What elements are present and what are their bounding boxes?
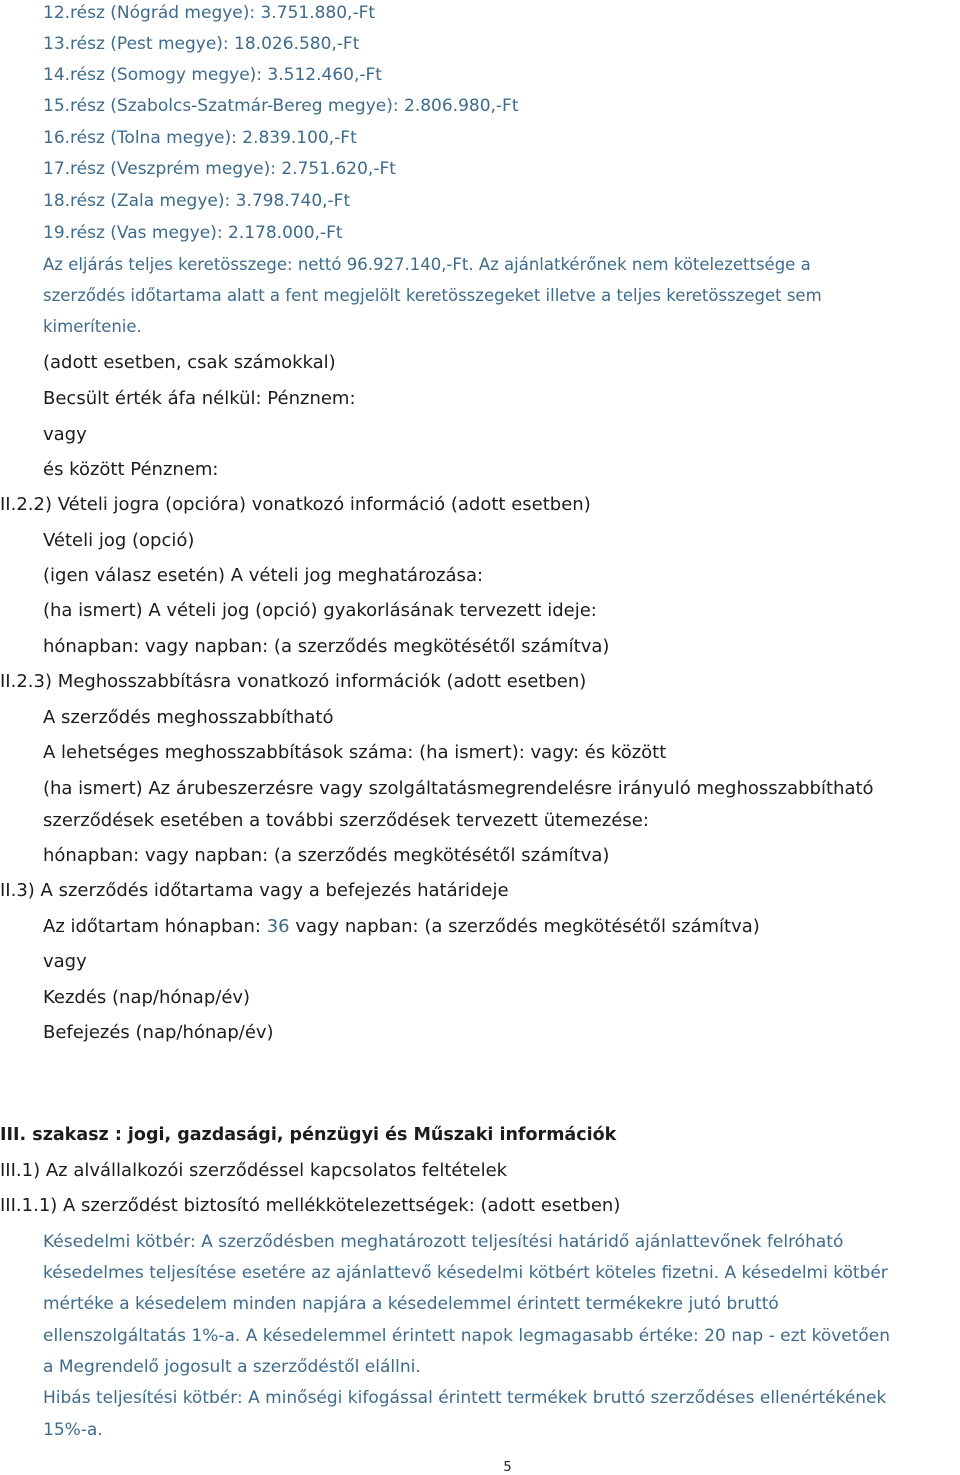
option-definition: (igen válasz esetén) A vételi jog meghatározása:: [43, 565, 484, 586]
guarantees-heading: III.1.1) A szerződést biztosító mellékkötelezettségek: (adott esetben): [0, 1195, 621, 1216]
renewal-section-heading: II.2.3) Meghosszabbításra vonatkozó információk (adott esetben): [0, 671, 587, 692]
penalty-line: Hibás teljesítési kötbér: A minőségi kifogással érintett termékek bruttó szerződéses ellenértékének: [43, 1388, 887, 1408]
option-section-heading: II.2.2) Vételi jogra (opcióra) vonatkozó információ (adott esetben): [0, 494, 591, 515]
duration-end: Befejezés (nap/hónap/év): [43, 1022, 274, 1043]
frame-total-note: kimerítenie.: [43, 317, 142, 336]
county-amount-line: 19.rész (Vas megye): 2.178.000,-Ft: [43, 223, 343, 243]
subcontract-heading: III.1) Az alvállalkozói szerződéssel kapcsolatos feltételek: [0, 1160, 508, 1181]
renewal-schedule: szerződések esetében a további szerződések tervezett ütemezése:: [43, 810, 649, 831]
renewal-count: A lehetséges meghosszabbítások száma: (ha ismert): vagy: és között: [43, 742, 667, 763]
renewal-months-days: hónapban: vagy napban: (a szerződés megkötésétől számítva): [43, 845, 610, 866]
estimate-value: Becsült érték áfa nélkül: Pénznem:: [43, 388, 356, 409]
duration-start: Kezdés (nap/hónap/év): [43, 987, 251, 1008]
frame-total-note: szerződés időtartama alatt a fent megjelölt keretösszegeket illetve a teljes keretösszeget sem: [43, 286, 822, 305]
renewal-schedule: (ha ismert) Az árubeszerzésre vagy szolgáltatásmegrendelésre irányuló meghosszabbítható: [43, 778, 874, 799]
county-amount-line: 17.rész (Veszprém megye): 2.751.620,-Ft: [43, 159, 396, 179]
estimate-between: és között Pénznem:: [43, 459, 219, 480]
penalty-line: Késedelmi kötbér: A szerződésben meghatározott teljesítési határidő ajánlattevőnek felróható: [43, 1232, 844, 1252]
county-amount-line: 15.rész (Szabolcs-Szatmár-Bereg megye): 2.806.980,-Ft: [43, 96, 519, 116]
duration-months: [43, 918, 760, 936]
option-months-days: hónapban: vagy napban: (a szerződés megkötésétől számítva): [43, 636, 610, 657]
county-amount-line: 18.rész (Zala megye): 3.798.740,-Ft: [43, 191, 351, 211]
duration-section-heading: II.3) A szerződés időtartama vagy a befejezés határideje: [0, 880, 509, 901]
frame-total-note: Az eljárás teljes keretösszege: nettó 96.927.140,-Ft. Az ajánlatkérőnek nem kötelezettsége a: [43, 255, 811, 274]
option-label: Vételi jog (opció): [43, 530, 195, 551]
section-three-heading: III. szakasz : jogi, gazdasági, pénzügyi és Műszaki információk: [0, 1125, 617, 1145]
county-amount-line: 13.rész (Pest megye): 18.026.580,-Ft: [43, 34, 360, 54]
county-amount-line: 14.rész (Somogy megye): 3.512.460,-Ft: [43, 65, 382, 85]
county-amount-line: 12.rész (Nógrád megye): 3.751.880,-Ft: [43, 3, 376, 23]
penalty-line: mértéke a késedelem minden napjára a késedelemmel érintett termékekre jutó bruttó: [43, 1294, 779, 1314]
renewal-renewable: A szerződés meghosszabbítható: [43, 707, 334, 728]
estimate-or: vagy: [43, 424, 87, 445]
duration-months-value: 36: [266, 916, 290, 937]
duration-months-suffix: vagy napban: (a szerződés megkötésétől számítva): [289, 916, 760, 937]
duration-or: vagy: [43, 951, 87, 972]
county-amount-line: 16.rész (Tolna megye): 2.839.100,-Ft: [43, 128, 357, 148]
page-number: 5: [503, 1460, 512, 1475]
penalty-line: késedelmes teljesítése esetére az ajánlattevő késedelmi kötbért köteles fizetni. A késedelmi kötbér: [43, 1263, 888, 1283]
penalty-line: 15%-a.: [43, 1420, 103, 1440]
option-planned-time: (ha ismert) A vételi jog (opció) gyakorlásának tervezett ideje:: [43, 600, 597, 621]
penalty-line: a Megrendelő jogosult a szerződéstől elállni.: [43, 1357, 421, 1377]
penalty-line: ellenszolgáltatás 1%-a. A késedelemmel érintett napok legmagasabb értéke: 20 nap - ezt követően: [43, 1326, 891, 1346]
estimate-hint: (adott esetben, csak számokkal): [43, 352, 336, 373]
duration-months-prefix: Az időtartam hónapban:: [43, 916, 267, 937]
